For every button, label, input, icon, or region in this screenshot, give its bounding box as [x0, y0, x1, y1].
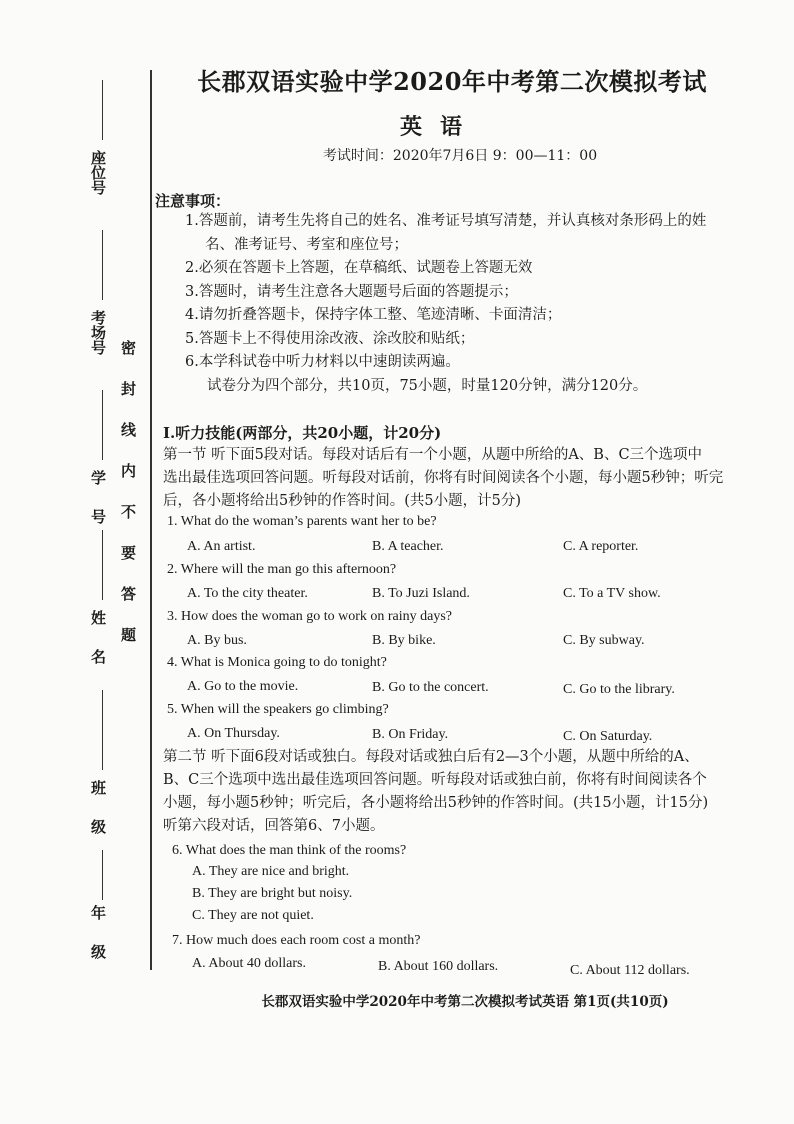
- notice-item: 名、准考证号、考室和座位号；: [205, 236, 408, 253]
- name-field: [88, 610, 109, 688]
- option-c: C. By subway.: [563, 633, 645, 648]
- room-blank: [102, 230, 103, 300]
- option-a: A. To the city theater.: [187, 586, 308, 601]
- option-c: C. They are not quiet.: [192, 908, 314, 923]
- notice-item: 1.答题前，请考生先将自己的姓名、准考证号填写清楚，并认真核对条形码上的姓: [185, 213, 707, 229]
- option-a: A. Go to the movie.: [187, 679, 299, 694]
- part1-intro-line: 第一节 听下面5段对话。每段对话后有一个小题，从题中所给的A、B、C三个选项中: [163, 447, 703, 463]
- part1-intro-line: 后，各小题将给出5秒钟的作答时间。(共5小题，计5分): [163, 493, 521, 509]
- option-a: A. About 40 dollars.: [192, 956, 306, 971]
- student-no-blank: [102, 390, 103, 460]
- binding-line: [150, 70, 152, 970]
- seat-blank: [102, 80, 103, 140]
- option-a: A. On Thursday.: [187, 726, 280, 741]
- option-b: B. To Juzi Island.: [372, 586, 470, 601]
- part2-intro-line: 第二节 听下面6段对话或独白。每段对话或独白后有2—3个小题，从题中所给的A、: [163, 749, 699, 765]
- seal-instruction: 密封线内不要答题: [119, 340, 137, 668]
- question-stem: 7. How much does each room cost a month?: [172, 933, 421, 948]
- part2-intro-line: 小题，每小题5秒钟；听完后，各小题将给出5秒钟的作答时间。(共15小题，计15分): [163, 795, 709, 811]
- part1-intro-line: 选出最佳选项回答问题。听每段对话前，你将有时间阅读各个小题，每小题5秒钟；听完: [163, 470, 724, 486]
- class-blank: [102, 690, 103, 770]
- option-c: C. On Saturday.: [563, 729, 653, 744]
- part2-intro-line: 听第六段对话，回答第6、7小题。: [163, 818, 385, 834]
- notice-item: 3.答题时，请考生注意各大题题号后面的答题提示；: [185, 283, 518, 300]
- question-stem: 5. When will the speakers go climbing?: [167, 702, 389, 717]
- page-footer: 长郡双语实验中学2020年中考第二次模拟考试英语 第1页(共10页): [261, 994, 669, 1010]
- notice-summary: 试卷分为四个部分，共10页，75小题，时量120分钟，满分120分。: [207, 377, 648, 394]
- grade-field: [88, 905, 109, 983]
- grade-blank: [102, 850, 103, 900]
- name-blank: [102, 530, 103, 600]
- grade-label: 年级: [89, 905, 107, 983]
- room-field: [88, 310, 109, 355]
- question-stem: 6. What does the man think of the rooms?: [172, 843, 407, 858]
- question-stem: 4. What is Monica going to do tonight?: [167, 655, 387, 670]
- notice-heading: 注意事项：: [155, 192, 231, 210]
- question-stem: 1. What do the woman’s parents want her to be?: [167, 514, 437, 529]
- exam-time: 考试时间：2020年7月6日 9：00—11：00: [322, 148, 598, 164]
- seat-label: 座位号: [89, 150, 107, 195]
- option-c: C. To a TV show.: [563, 586, 661, 601]
- option-c: C. A reporter.: [563, 539, 639, 554]
- option-b: B. About 160 dollars.: [378, 959, 499, 974]
- option-a: A. An artist.: [187, 539, 256, 554]
- part2-intro: [163, 746, 773, 838]
- option-b: B. Go to the concert.: [372, 680, 489, 695]
- notice-item: 4.请勿折叠答题卡，保持字体工整、笔迹清晰、卡面清洁；: [185, 307, 562, 323]
- part1-intro: [163, 444, 763, 513]
- name-label: 姓名: [89, 610, 107, 688]
- option-b: B. On Friday.: [372, 727, 449, 742]
- notice-item: 2.必须在答题卡上答题，在草稿纸、试题卷上答题无效: [185, 260, 533, 276]
- option-b: B. They are bright but noisy.: [192, 886, 353, 901]
- option-c: C. Go to the library.: [563, 682, 675, 697]
- option-c: C. About 112 dollars.: [570, 963, 690, 978]
- class-field: [88, 780, 109, 858]
- section-heading: Ⅰ.听力技能(两部分，共20小题，计20分): [163, 424, 442, 442]
- option-a: A. They are nice and bright.: [192, 864, 350, 879]
- option-b: B. By bike.: [372, 633, 436, 648]
- exam-subject: 英语: [399, 114, 480, 140]
- student-no-field: [88, 470, 109, 548]
- question-stem: 2. Where will the man go this afternoon?: [167, 562, 397, 577]
- option-b: B. A teacher.: [372, 539, 444, 554]
- part2-intro-line: B、C三个选项中选出最佳选项回答问题。听每段对话或独白前，你将有时间阅读各个: [163, 772, 707, 788]
- exam-title: 长郡双语实验中学2020年中考第二次模拟考试: [197, 67, 707, 96]
- class-label: 班级: [89, 780, 107, 858]
- question-stem: 3. How does the woman go to work on rainy days?: [167, 609, 453, 624]
- notice-item: 6.本学科试卷中听力材料以中速朗读两遍。: [185, 354, 460, 370]
- option-a: A. By bus.: [187, 633, 247, 648]
- student-no-label: 学号: [89, 470, 107, 548]
- notice-item: 5.答题卡上不得使用涂改液、涂改胶和贴纸；: [185, 330, 475, 347]
- seat-field: [88, 150, 109, 195]
- room-label: 考场号: [89, 310, 107, 355]
- notice-list: [185, 210, 775, 398]
